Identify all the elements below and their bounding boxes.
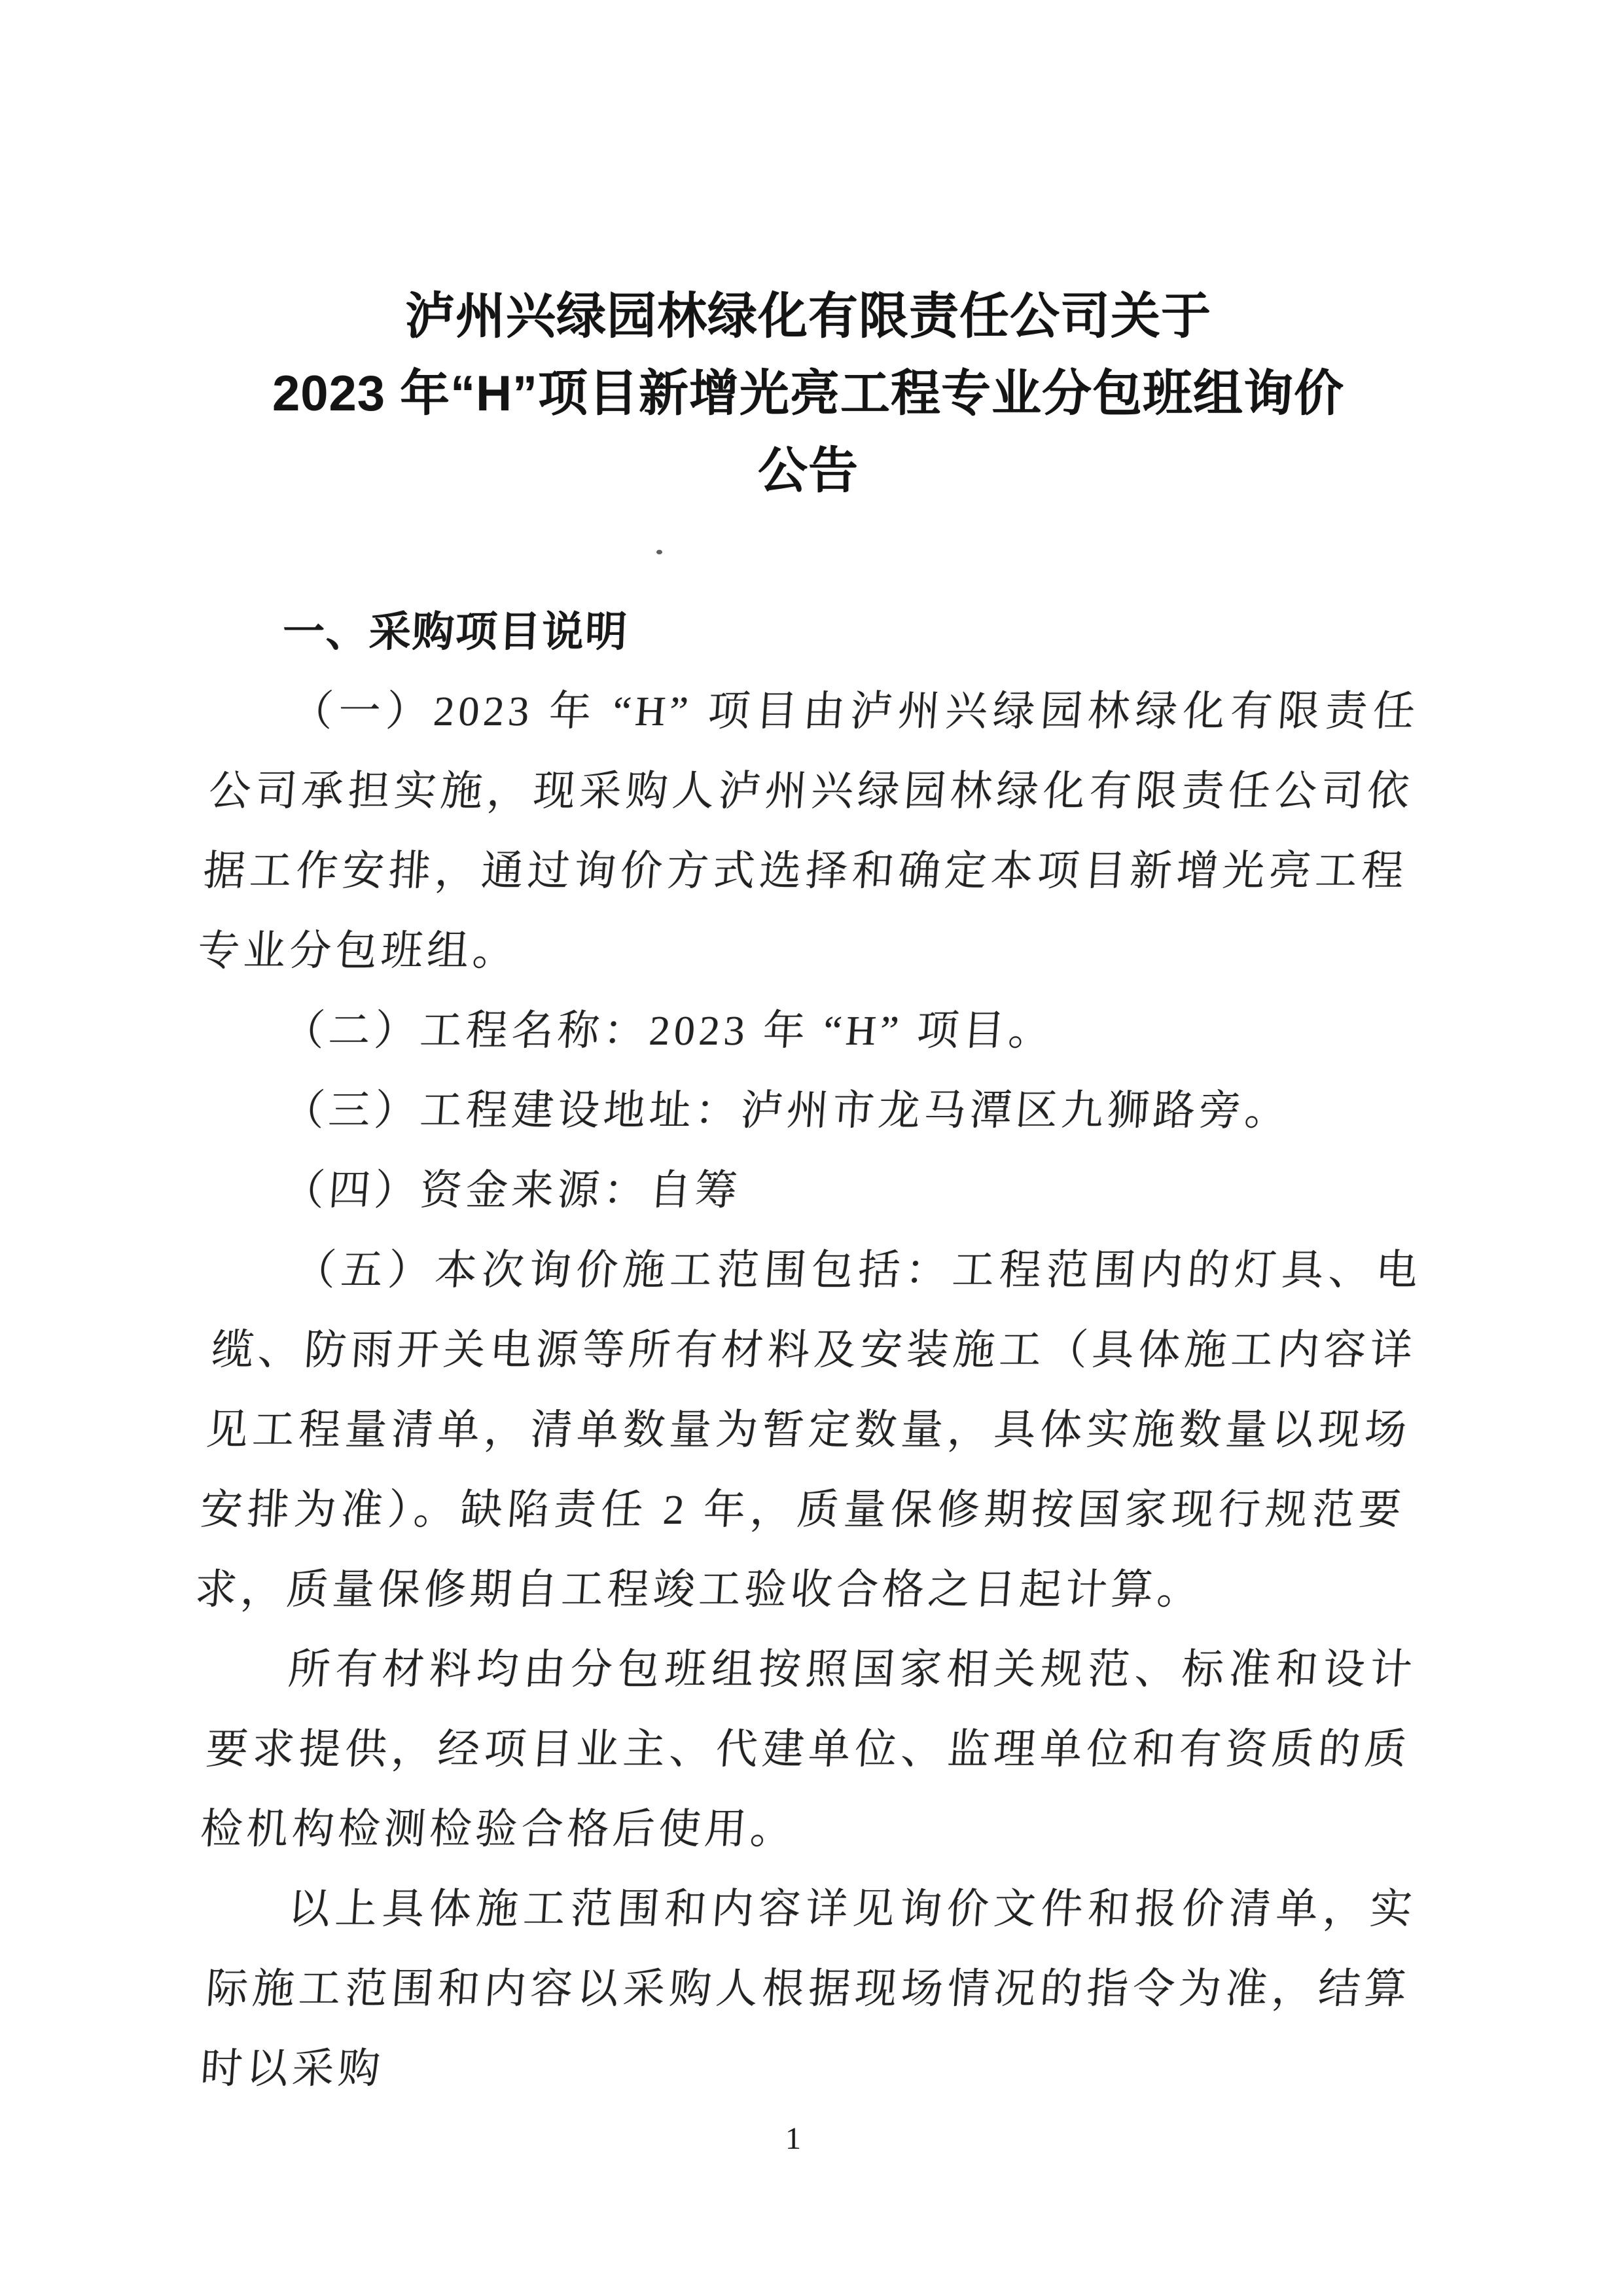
title-line-2: 2023 年“H”项目新增光亮工程专业分包班组询价 xyxy=(272,366,1345,422)
paragraph-6: 所有材料均由分包班组按照国家相关规范、标准和设计要求提供，经项目业主、代建单位、监理单位和有资质的质检机构检测检验合格后使用。 xyxy=(199,1646,1418,1852)
paragraph-4: （四）资金来源：自筹 xyxy=(281,1167,743,1213)
ink-speck xyxy=(656,550,662,554)
paragraph-2: （二）工程名称：2023 年 “H” 项目。 xyxy=(281,1007,1056,1054)
document-content xyxy=(193,0,1423,2109)
document-title xyxy=(206,278,1410,510)
paragraph-1: （一）2023 年 “H” 项目由泸州兴绿园林绿化有限责任公司承担实施，现采购人泸州兴绿园林绿化有限责任公司依据工作安排，通过询价方式选择和确定本项目新增光亮工程专业分包班组。 xyxy=(196,688,1421,974)
page-number: 1 xyxy=(785,2121,801,2156)
title-line-1: 泸州兴绿园林绿化有限责任公司关于 xyxy=(405,289,1211,344)
title-line-3: 公告 xyxy=(758,443,859,499)
paragraph-3: （三）工程建设地址：泸州市龙马潭区九狮路旁。 xyxy=(281,1087,1293,1134)
section-heading: 一、采购项目说明 xyxy=(281,608,630,655)
paragraph-7: 以上具体施工范围和内容详见询价文件和报价清单，实际施工范围和内容以采购人根据现场情况的指令为准，结算时以采购 xyxy=(199,1886,1418,2092)
paragraph-5: （五）本次询价施工范围包括：工程范围内的灯具、电缆、防雨开关电源等所有材料及安装施工（具体施工内容详见工程量清单，清单数量为暂定数量，具体实施数量以现场安排为准）。缺陷责任 2 年，质量保修期按国家现行规范要求，质量保修期自工程竣工验收合格之日起计算。 xyxy=(193,1247,1423,1613)
